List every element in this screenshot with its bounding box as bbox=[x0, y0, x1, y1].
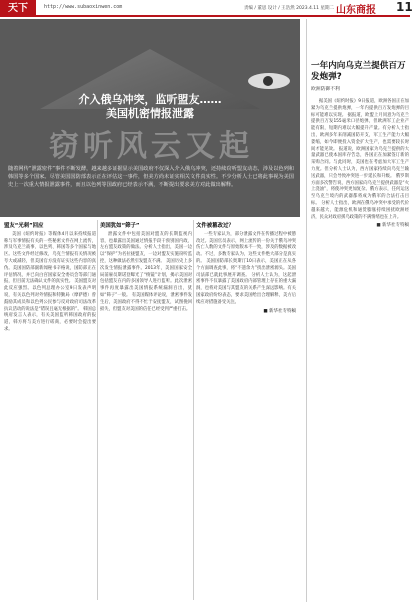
feature-headline-line2: 美国机密情报泄露 bbox=[106, 107, 194, 120]
right-article-signature: ■ 新华社专特稿 bbox=[376, 223, 409, 229]
col3-sign-text: 新华社专特稿 bbox=[269, 308, 296, 314]
feature-body bbox=[0, 220, 300, 600]
column-divider bbox=[97, 220, 98, 600]
col1-text: 美国《纽约时报》等媒体4月以来持续报道称与军事情报有关的一些秘密文件在网上流传，涉及乌克兰战事、以色列、韩国等多个国家与地区。这些文件经过修改，乌克兰情报有关情况被夸大或减轻，但美国官方没有证实这些内容的真伪。美国国防部副新闻秘书辛格说，国防部正在评估情况，并已向白宫国家安全委员会等部门通报，但目前无法确认文件的真实性。 美国盟友对此反应强烈。以色列总理办公室9日发表声明说，有关以色列对外情报和特勤局（摩萨德）曾鼓励其成员和以色列公民参与反对政府司法改革抗议活动的说法是“错误且毫无根据的”。 韩国总统府发言人表示，有关美国监听韩国政府的报道，韩方将与美方进行磋商，必要时会提出要求。 bbox=[4, 231, 96, 332]
site-url: http://www.subaoxinwen.com bbox=[44, 4, 123, 10]
right-article-text: 据美国《纽约时报》9日报道，欧洲各国正在加紧为乌克兰提供炮弹，一年内提供百万发炮弹的目标可能难以实现。 据报道，欧盟上月同意为乌克兰提供百万发155毫米口径炮弹，但欧洲军工企业产能有限，短期内难以大幅提升产量。有分析人士指出，欧洲多年来削减国防开支，军工生产能力大幅萎缩，如今即便投入资金扩大生产，也需要较长时间才能见效。 报道说，欧洲国家为乌克兰提供的大量武器已使本国库存告急，各国正在加紧签订新的采购合同。与此同时，美国也在考虑加大军工生产力度。但分析人士认为，西方国家持续向乌克兰输送武器，只会导致冲突进一步延长和升级。 俄罗斯方面多次警告说，西方国家向乌克兰提供武器是“火上浇油”，将使冲突更加复杂。俄方表示，任何运送至乌克兰境内的武器都将成为俄军的合法打击目标。 分析人士指出，欧洲在俄乌冲突中承受的代价越来越大，能源危机和通货膨胀持续困扰欧洲经济，民众对政府援乌政策的不满情绪也在上升。 bbox=[311, 99, 409, 220]
page-number: 11 bbox=[396, 0, 413, 14]
feature-big-title: 窃听风云又起 bbox=[49, 129, 253, 164]
col2-text: 泄露文件中包括美国对盟友的长期监视内容，也暴露出美国通过情报手段干预别国内政、左右盟友政策的做法。分析人士指出，美国一边以“保护”为名拉拢盟友，一边对盟友实施窃听监控，这种做法必然引发盟友不满。 美国历史上多次发生情报泄露事件。2013年，美国国家安全局前雇员斯诺登曝光了“棱镜”计划，揭示美国对包括盟友在内的多国领导人进行监听。此次泄密事件再度暴露出美国情报系统漏洞百出，犹如“筛子”一般。 有美国媒体评论说，泄密事件发生后，美国政府不得不忙于安抚盟友，试图挽回损失，但盟友对美国的信任已经受到严重打击。 bbox=[100, 231, 192, 312]
page-header bbox=[0, 0, 413, 17]
col1-heading: 盟友“光刺”回应 bbox=[4, 223, 44, 229]
col3-heading: 文件被篡改过？ bbox=[196, 223, 234, 229]
right-article-title: 一年内向乌克兰提供百万发炮弹? bbox=[311, 61, 406, 82]
right-sign-text: 新华社专特稿 bbox=[382, 223, 409, 229]
feature-headline bbox=[0, 93, 300, 121]
feature-hero bbox=[0, 19, 300, 217]
right-article-body bbox=[311, 99, 409, 230]
feature-intro: 随着网传“泄露密件”事件不断发酵，越来越多证据显示美国政府不仅深入介入俄乌冲突，还持续窃听盟友动态，涉及以色列和韩国等多个国家。尽管美国国防部表示正在评估这一事件，但美方尚未证实相关文件真实性。不少分析人士已将此事视为美国史上一次重大情报泄露事件，而且以色列等国政府已经表示不满，不断提出要求美方对此做出解释。 bbox=[8, 166, 294, 188]
col3-text: 一些专家认为，部分泄露文件在传播过程中被篡改过。美国官员表示，网上流传的一份关于俄乌冲突伤亡人数的文件与原始版本不一致，涉及的数据被改动。不过，多数专家认为，这些文件绝大部分是真实的。 美国国防部长奥斯汀10日表示，美国正在从各个方面调查此事，将“不遗余力”找出泄密源头。美国司法部已就此事展开调查。 分析人士认为，这起泄密事件不仅暴露了美国政府内部管理上存在的重大漏洞，也将对美国与其盟友的关系产生深远影响。有关国家政府纷纷表态，要求美国给出合理解释，美方后续应对措施备受关注。 bbox=[196, 231, 296, 305]
editor-meta: 责编 / 董思 设计 / 王浩然 2023.4.11 星期二 bbox=[244, 6, 334, 11]
column-1 bbox=[4, 220, 96, 334]
column-3 bbox=[196, 220, 296, 315]
right-article bbox=[306, 19, 410, 602]
feature-headline-line1: 介入俄乌冲突，监听盟友…… bbox=[78, 93, 222, 106]
eye-icon bbox=[248, 73, 290, 89]
column-2 bbox=[100, 220, 192, 313]
col3-signature: ■ 新华社专特稿 bbox=[263, 308, 296, 314]
col2-heading: 美国犹如“筛子” bbox=[100, 223, 140, 229]
right-article-byline: 欧洲防御不利 bbox=[311, 87, 340, 92]
section-label: 天下 bbox=[0, 0, 36, 17]
newspaper-masthead: 山东商报 bbox=[336, 5, 376, 16]
column-divider bbox=[193, 220, 194, 600]
